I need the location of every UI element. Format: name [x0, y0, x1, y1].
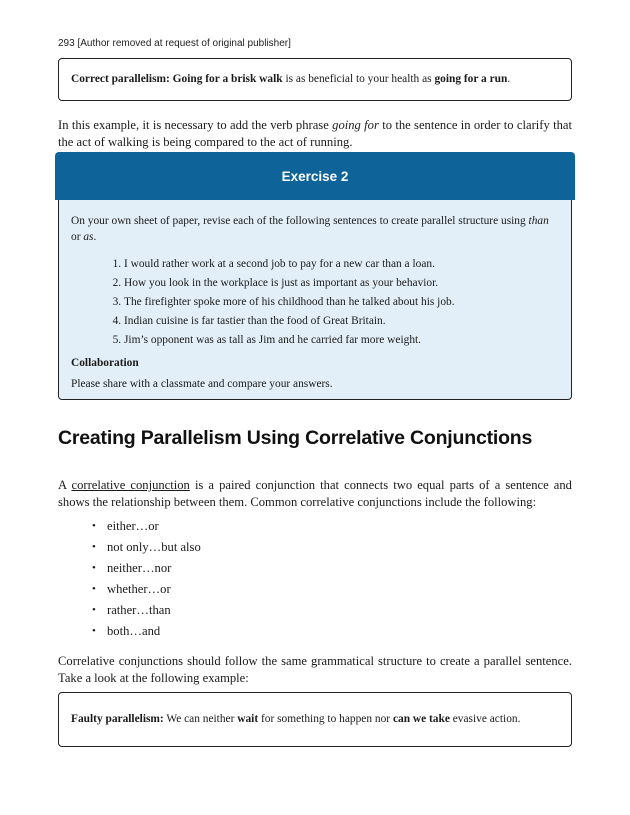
list-item-text: not only…but also [107, 540, 201, 554]
collaboration-title: Collaboration [71, 356, 139, 369]
instructions-text: On your own sheet of paper, revise each of the following sentences to create parallel structure using [71, 215, 526, 227]
list-item [92, 621, 201, 642]
exercise-box [55, 152, 575, 400]
bullet-icon: • [92, 562, 96, 574]
bullet-icon: • [92, 520, 96, 532]
exercise-item: 4. Indian cuisine is far tastier than the food of Great Britain. [124, 312, 559, 331]
exercise-item: 5. Jim’s opponent was as tall as Jim and he carried far more weight. [124, 331, 559, 350]
list-item-text: both…and [107, 624, 161, 638]
definition-text-before: A [58, 478, 67, 492]
faulty-text-before: We can neither [166, 712, 235, 725]
exercise-item: 1. I would rather work at a second job to pay for a new car than a loan. [124, 255, 559, 274]
exercise-item: 3. The firefighter spoke more of his childhood than he talked about his job. [124, 293, 559, 312]
bullet-icon: • [92, 541, 96, 553]
bullet-icon: • [92, 583, 96, 595]
list-item [92, 558, 201, 579]
correct-parallelism-example [58, 58, 572, 101]
page-header: 293 [Author removed at request of original publisher] [58, 38, 291, 49]
correlative-conjunction-link[interactable]: correlative conjunction [71, 478, 190, 492]
instructions-than: than [528, 215, 549, 227]
instructions-period: . [93, 230, 97, 243]
list-item-text: either…or [107, 519, 159, 533]
faulty-text-end: evasive action. [452, 712, 521, 725]
exercise-list [71, 255, 559, 350]
list-item [92, 537, 201, 558]
exercise-title: Exercise 2 [55, 152, 575, 200]
intro-text-before: In this example, it is necessary to add the verb phrase [58, 118, 329, 132]
definition-paragraph [58, 477, 572, 511]
example-phrase-1: Going for a brisk walk [172, 72, 283, 85]
intro-text-after: to the sentence in order to clarify that the act of walking is being compared to the act of running. [58, 118, 572, 149]
list-item [92, 579, 201, 600]
list-item-text: neither…nor [107, 561, 172, 575]
bullet-icon: • [92, 625, 96, 637]
faulty-word-1: wait [237, 712, 259, 725]
exercise-instructions [71, 214, 559, 246]
instructions-as: as [83, 230, 94, 243]
list-item [92, 600, 201, 621]
conjunction-list [92, 516, 201, 642]
collaboration-text: Please share with a classmate and compare your answers. [71, 377, 333, 390]
faulty-text-middle: for something to happen nor [261, 712, 391, 725]
faulty-example-text [71, 712, 520, 728]
faulty-parallelism-example [58, 692, 572, 747]
intro-paragraph [58, 117, 572, 151]
example-label: Correct parallelism: [71, 72, 170, 85]
exercise-item: 2. How you look in the workplace is just as important as your behavior. [124, 274, 559, 293]
example-text [71, 72, 510, 88]
list-item [92, 516, 201, 537]
list-item-text: whether…or [107, 582, 171, 596]
definition-text-after: is a paired conjunction that connects two equal parts of a sentence and shows the relationship between them. Common correlative conjunctions include the following: [58, 478, 572, 509]
example-middle: is as beneficial to your health as [285, 72, 432, 85]
section-heading: Creating Parallelism Using Correlative Conjunctions [58, 427, 533, 449]
faulty-label: Faulty parallelism: [71, 712, 164, 725]
example-intro-paragraph: Correlative conjunctions should follow the same grammatical structure to create a parallel sentence. Take a look at the following example: [58, 654, 572, 685]
example-end: . [507, 72, 511, 85]
example-phrase-2: going for a run [434, 72, 508, 85]
list-item-text: rather…than [107, 603, 171, 617]
exercise-body [58, 200, 572, 400]
faulty-word-2: can we take [392, 712, 450, 725]
instructions-or: or [71, 230, 81, 243]
bullet-icon: • [92, 604, 96, 616]
intro-emphasis: going for [332, 118, 379, 132]
